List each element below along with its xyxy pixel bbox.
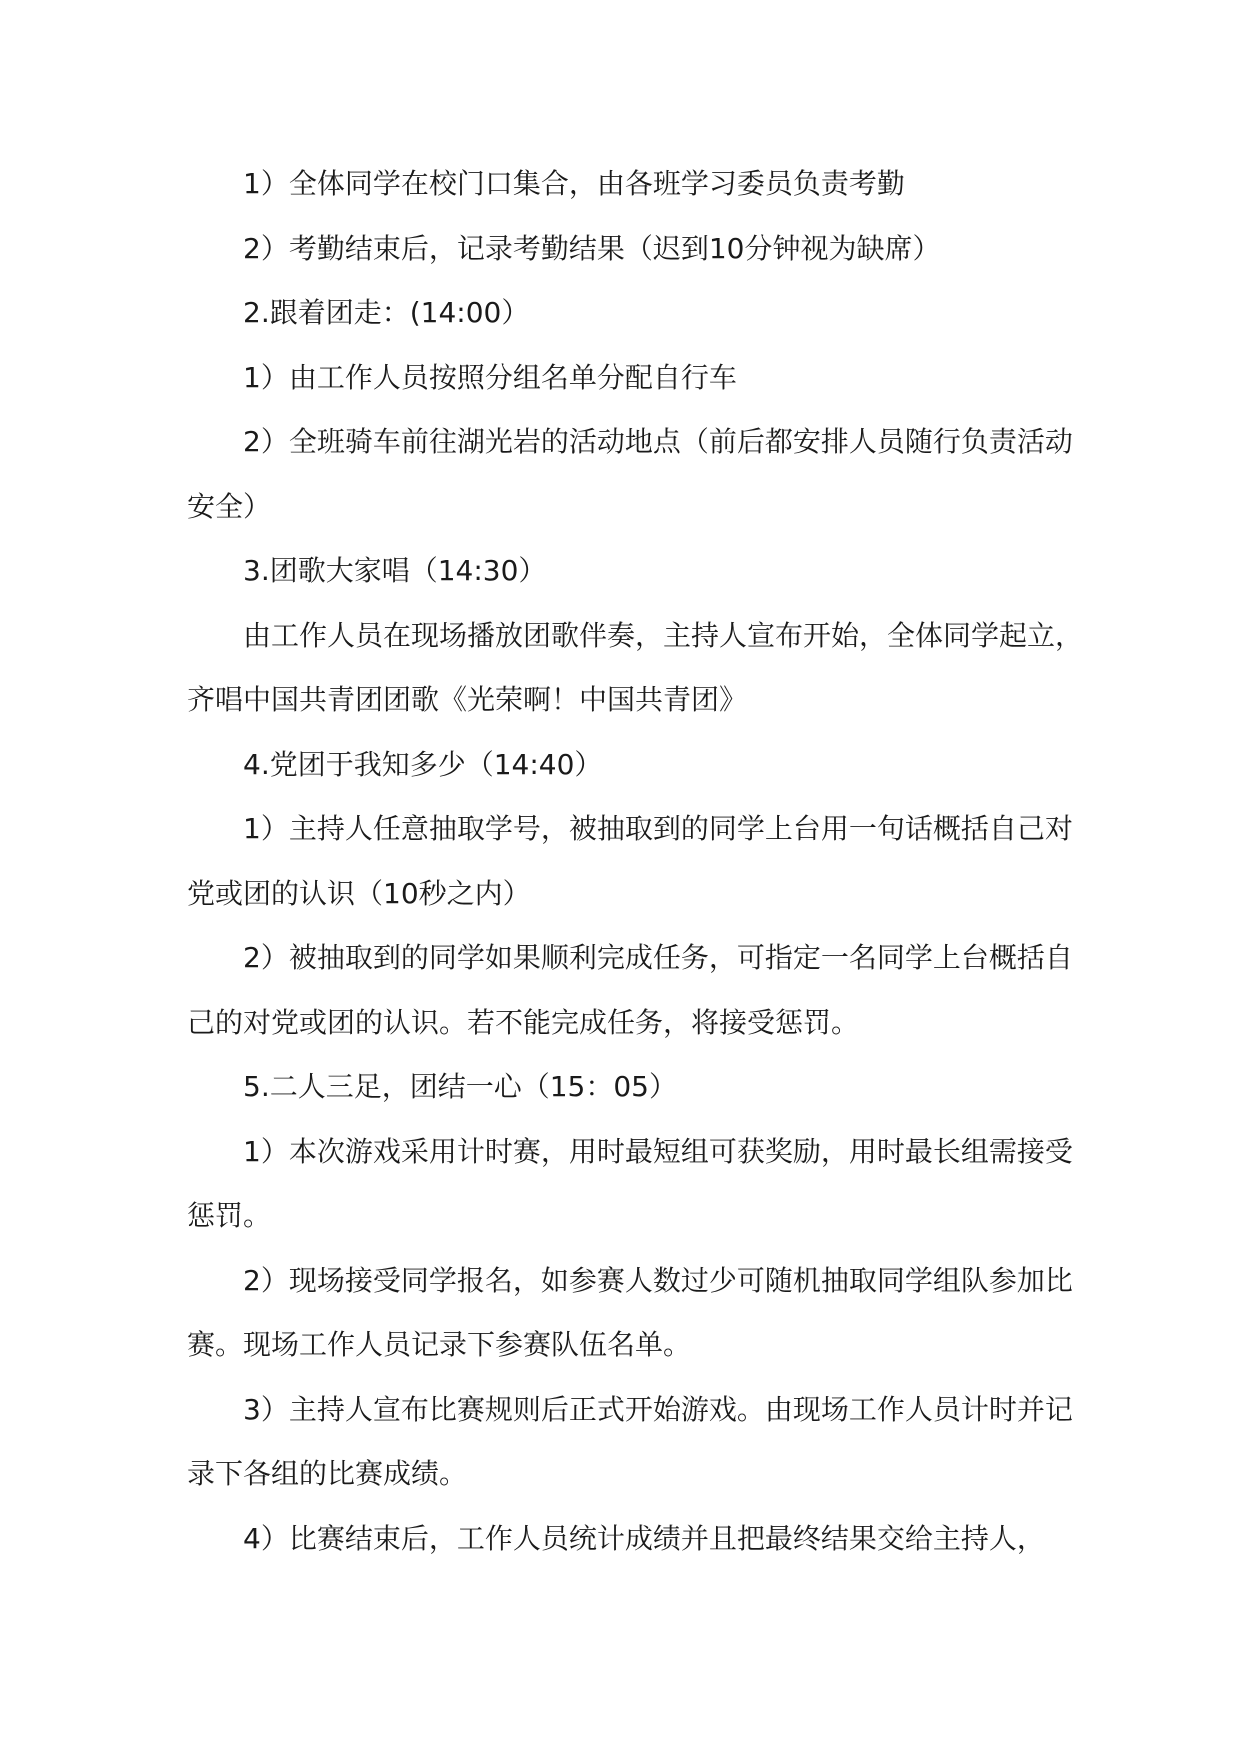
paragraph-3: 1）由工作人员按照分组名单分配自行车 — [243, 360, 737, 394]
section-heading-2: 2.跟着团走：(14:00） — [243, 296, 530, 329]
paragraph-9: 2）现场接受同学报名，如参赛人数过少可随机抽取同学组队参加比赛。现场工作人员记录下参赛队伍名单。 — [187, 1263, 1073, 1361]
paragraph-5: 由工作人员在现场播放团歌伴奏，主持人宣布开始，全体同学起立，齐唱中国共青团团歌《光荣啊！中国共青团》 — [187, 618, 1084, 716]
paragraph-10: 3）主持人宣布比赛规则后正式开始游戏。由现场工作人员计时并记录下各组的比赛成绩。 — [187, 1392, 1073, 1490]
paragraph-6: 1）主持人任意抽取学号，被抽取到的同学上台用一句话概括自己对党或团的认识（10秒之内） — [187, 812, 1073, 910]
paragraph-11: 4）比赛结束后，工作人员统计成绩并且把最终结果交给主持人， — [243, 1521, 1045, 1555]
paragraph-8: 1）本次游戏采用计时赛，用时最短组可获奖励，用时最长组需接受惩罚。 — [187, 1134, 1073, 1232]
section-heading-5: 5.二人三足，团结一心（15：05） — [243, 1070, 677, 1103]
paragraph-2: 2）考勤结束后，记录考勤结果（迟到10分钟视为缺席） — [243, 231, 941, 265]
section-heading-3: 3.团歌大家唱（14:30） — [243, 554, 547, 587]
paragraph-7: 2）被抽取到的同学如果顺利完成任务，可指定一名同学上台概括自己的对党或团的认识。若不能完成任务，将接受惩罚。 — [187, 941, 1073, 1039]
section-heading-4: 4.党团于我知多少（14:40） — [243, 747, 603, 781]
document-body — [187, 152, 1087, 1571]
paragraph-1: 1）全体同学在校门口集合，由各班学习委员负责考勤 — [243, 167, 905, 200]
paragraph-4: 2）全班骑车前往湖光岩的活动地点（前后都安排人员随行负责活动安全） — [187, 425, 1073, 523]
